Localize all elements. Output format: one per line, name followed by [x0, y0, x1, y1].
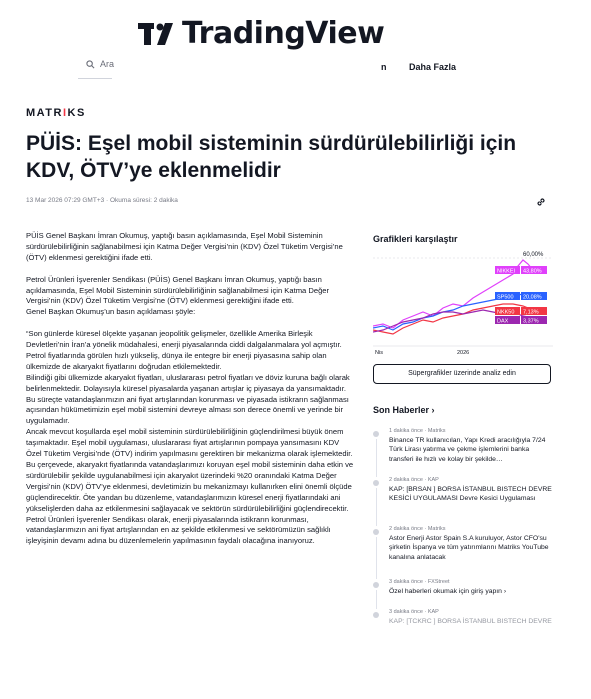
news-list — [373, 426, 553, 629]
search-underline — [78, 78, 112, 79]
news-item[interactable] — [373, 607, 553, 629]
x-tick-label: Nis — [375, 350, 383, 356]
search-box[interactable] — [86, 59, 114, 69]
legend-sp500 — [495, 292, 547, 301]
article-meta: 13 Mar 2026 07:29 GMT+3 · Okuma süresi: 2 dakika — [26, 197, 178, 204]
link-icon — [535, 196, 547, 208]
svg-text:SP500: SP500 — [497, 294, 514, 301]
article-paragraph: Petrol Ürünleri İşverenler Sendikası (PÜİS) Genel Başkanı İmran Okumuş, yaptığı basın açıklamasında, Eşel Mobil Sisteminin sürdürülebilirliğinin sağlanabilmesi için Katma Değer Vergisi’nin (KDV) Özel Tüketim Vergisi’ne (ÖTV) eklenmesi gerektiğini ifade etti. — [26, 274, 330, 306]
compare-charts-title[interactable]: Grafikleri karşılaştır — [373, 234, 458, 244]
source-accent: I — [62, 107, 68, 119]
svg-text:20,08%: 20,08% — [523, 294, 542, 301]
news-meta: 2 dakika önce · KAP — [389, 477, 439, 483]
article-paragraph: PÜİS Genel Başkanı İmran Okumuş, yaptığı basın açıklamasında, Eşel Mobil Sisteminin sürdürülebilirliğinin sağlanabilmesi için Katma Değer Vergisi’nin (KDV) Özel Tüketim Vergisi’ne (ÖTV) eklenmesi gerektiğini ifade etti. — [26, 231, 343, 262]
legend-nkk50 — [495, 307, 547, 316]
article-paragraph: Bu çerçevede, akaryakıt fiyatlarında vatandaşlarımızı koruyan eşel mobil sisteminin daha etkin ve sürdürülebilir şekilde uygulanabilmesi için akaryakıt üzerindeki %20 oranındaki Katma Değer Vergisi’nin (KDV) ÖTV’ye eklenmesi, devletimizin bu mekanizmayı kullanırken elini önemli ölçüde güçlendirecektir. Öte yandan bu düzenleme, vatandaşlarımızın küresel enerji fiyatlarındaki ani yükselişlerden daha az etkilenmesini sağlayacak ve sektörün sürdürülebilirliğini güçlendirecektir. — [26, 460, 354, 513]
timeline-line — [376, 537, 377, 579]
svg-text:NIKKEI: NIKKEI — [497, 268, 516, 275]
article-body — [26, 231, 356, 547]
timeline-line — [376, 488, 377, 526]
source-logo[interactable] — [26, 107, 86, 119]
timeline-dot — [373, 480, 379, 486]
news-meta: 3 dakika önce · FXStreet — [389, 579, 450, 585]
timeline-dot — [373, 431, 379, 437]
news-item[interactable] — [373, 577, 553, 607]
nav-item-partial[interactable]: n — [381, 62, 387, 72]
news-meta: 1 dakika önce · Matriks — [389, 428, 446, 434]
legend-dax — [495, 316, 547, 325]
x-tick-label: 2026 — [457, 350, 470, 356]
news-headline: KAP: [BRSAN ] BORSA İSTANBUL BISTECH DEVRE KESİCİ UYGULAMASI Devre Kesici Uygulaması — [389, 486, 552, 503]
tradingview-logo[interactable] — [138, 16, 384, 51]
tradingview-logo-icon — [138, 23, 176, 45]
top-nav — [78, 58, 518, 78]
brand-name: TradingView — [182, 16, 385, 51]
article-title: PÜİS: Eşel mobil sisteminin sürdürülebilirliği için KDV, ÖTV’ye eklenmelidir — [26, 132, 517, 182]
svg-text:DAX: DAX — [497, 318, 509, 325]
timeline-line — [376, 439, 377, 477]
timeline-dot — [373, 612, 379, 618]
article-paragraph: Ancak mevcut koşullarda eşel mobil sisteminin sürdürülebilirliğinin güçlendirilmesi büyük önem taşımaktadır. Eşel mobil uygulaması, uluslararası fiyat artışlarının pompaya yansımasını KDV Özel Tüketim Vergisi’nde (ÖTV) indirim yapılmasını gerektiren bir mekanizma olarak işlemektedir. — [26, 427, 353, 459]
news-headline: KAP: [TCKRC ] BORSA İSTANBUL BISTECH DEVRE — [389, 618, 552, 625]
news-headline: Astor Enerji Astor Spain S.A kuruluyor, Astor CFO'su şirketin İspanya ve tüm yatırımlarını Matriks YouTube kanalına anlatacak — [389, 535, 549, 561]
search-placeholder: Ara — [100, 59, 115, 69]
svg-text:43,80%: 43,80% — [523, 268, 542, 275]
news-meta: 2 dakika önce · Matriks — [389, 526, 446, 532]
svg-text:NKK50: NKK50 — [497, 309, 515, 316]
copy-link-button[interactable] — [535, 195, 547, 213]
source-prefix: MATR — [26, 107, 63, 119]
news-headline: Binance TR kullanıcıları, Yapı Kredi aracılığıyla 7/24 Türk Lirası yatırma ve çekme işlemlerini banka transferi ile hızlı ve kolay bir şekilde… — [389, 437, 546, 463]
comparison-chart[interactable] — [373, 246, 553, 358]
article-paragraph: Bu süreçte vatandaşlarımızın ani fiyat artışlarından korunması ve piyasada istikrarın sağlanması açısından hükümetimizin eşel mobil sistemini devreye alması son derece önemli ve yerinde bir uygulamadır. — [26, 394, 349, 426]
article-paragraph: Genel Başkan Okumuş’un basın açıklaması şöyle: — [26, 307, 196, 317]
source-suffix: KS — [67, 107, 86, 119]
article-paragraph: Petrol Ürünleri İşverenler Sendikası olarak, enerji piyasalarında istikrarın korunması, vatandaşlarımızın ani fiyat artışlarından en az şekilde etkilenmesi ve sektörümüzün sağlıklı işleyişinin devamı adına bu düzenlemelerin yapılmasının faydalı olacağına inanıyoruz. — [26, 514, 331, 546]
timeline-dot — [373, 529, 379, 535]
news-headline: Özel haberleri okumak için giriş yapın › — [389, 588, 507, 595]
news-item[interactable] — [373, 475, 553, 524]
legend-nikkei — [495, 266, 547, 275]
news-meta: 3 dakika önce · KAP — [389, 609, 439, 615]
article-paragraph: “Son günlerde küresel ölçekte yaşanan jeopolitik gelişmeler, özellikle Amerika Birleşik Devletleri’nin İran’a yönelik müdahalesi, enerji piyasalarında ciddi dalgalanmalara yol açmıştır. Petrol fiyatlarında görülen hızlı yükseliş, dünya ile entegre bir enerji piyasasına sahip olan ülkemizde de akaryakıt fiyatlarını doğrudan etkilemektedir. — [26, 329, 342, 371]
search-icon — [86, 60, 95, 69]
article-paragraph: Bilindiği gibi ülkemizde akaryakıt fiyatları, uluslararası petrol fiyatları ve döviz kuruna bağlı olarak belirlenmektedir. Dolayısıyla küresel piyasalarda yaşanan artışlar iç piyasaya da yansımaktadır. — [26, 372, 350, 393]
chart-top-label: 60,00% — [523, 252, 544, 258]
svg-text:7,13%: 7,13% — [523, 309, 539, 316]
svg-text:3,37%: 3,37% — [523, 318, 539, 325]
supercharts-button[interactable]: Süpergrafikler üzerinde analiz edin — [373, 364, 551, 384]
timeline-dot — [373, 582, 379, 588]
news-item[interactable] — [373, 426, 553, 475]
news-item[interactable] — [373, 524, 553, 577]
nav-more-link[interactable]: Daha Fazla — [409, 62, 457, 72]
latest-news-title[interactable]: Son Haberler › — [373, 405, 435, 415]
